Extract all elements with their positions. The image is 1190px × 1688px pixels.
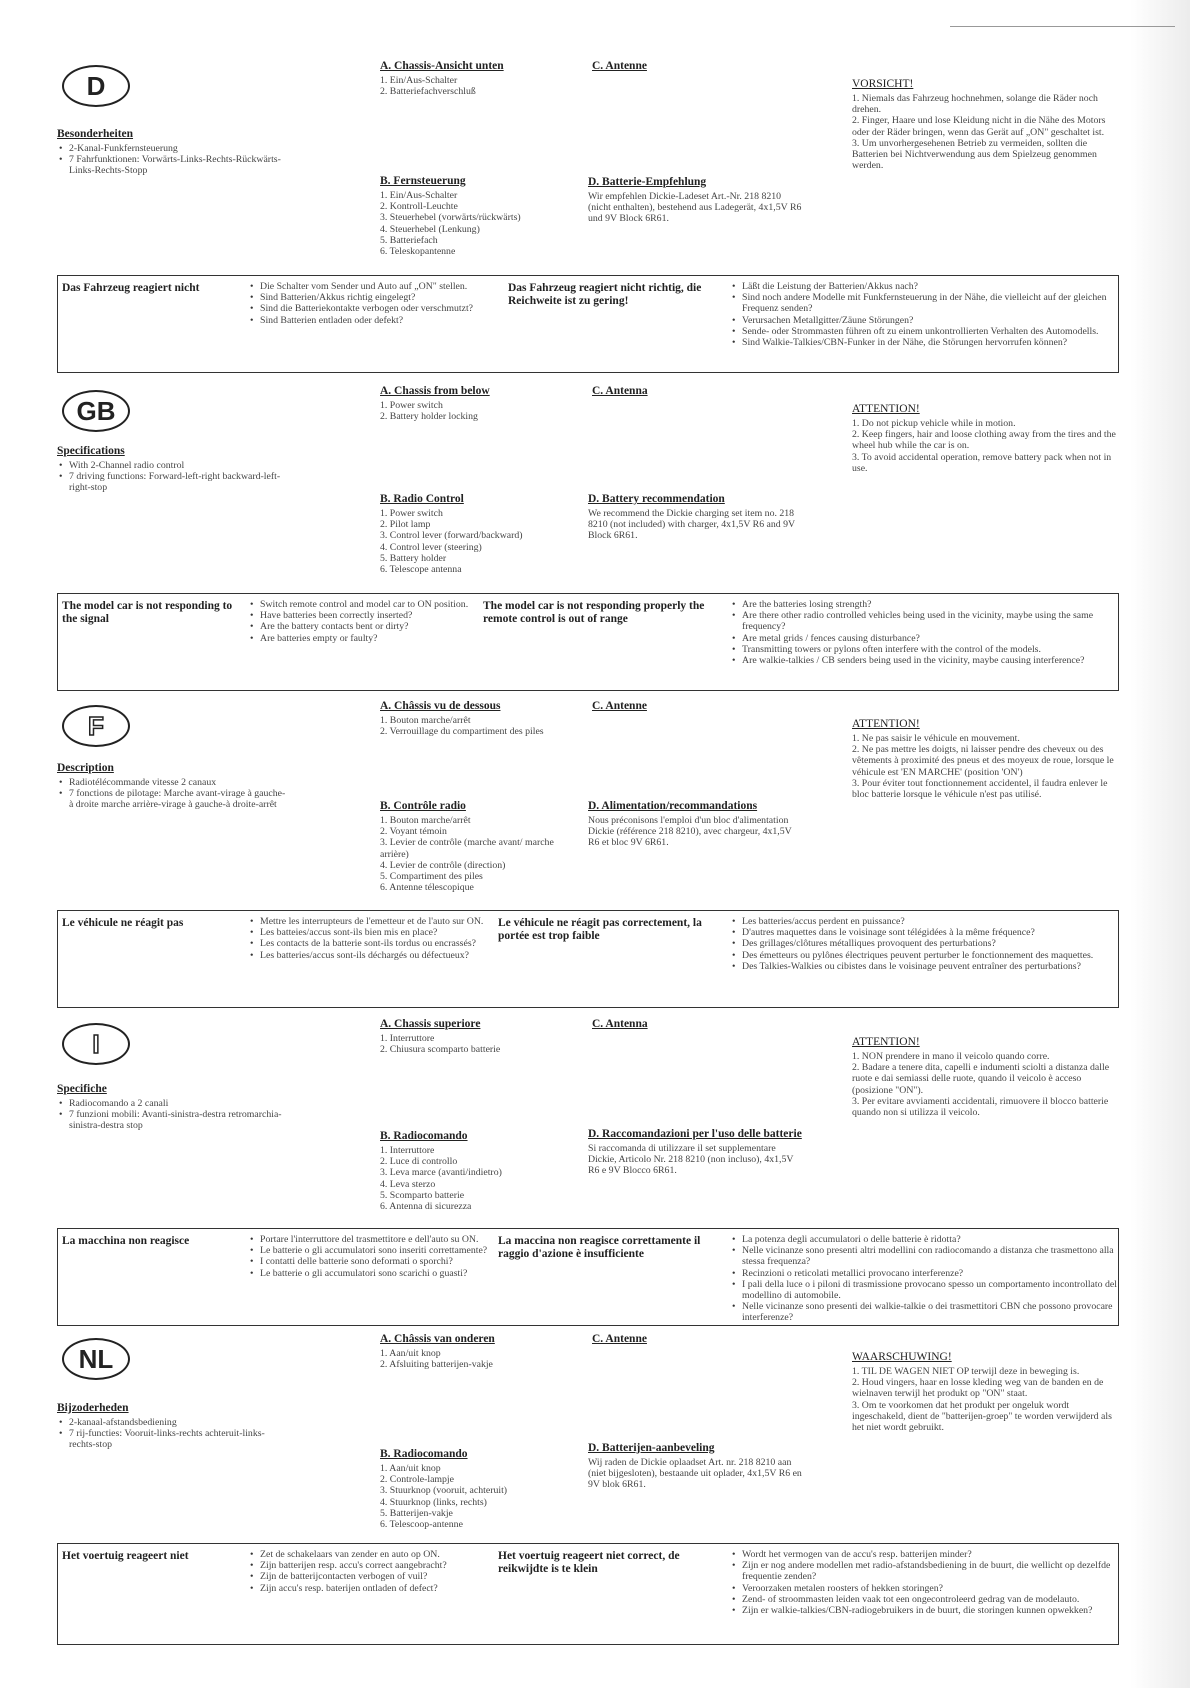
antenna-block	[592, 385, 742, 400]
list-item: • Sind noch andere Modelle mit Funkfernsteuerung in der Nähe, die vielleicht auf der gleichen Frequenz senden?	[742, 292, 1120, 314]
list-item: • Des grillages/clôtures métalliques provoquent des perturbations?	[742, 938, 1120, 949]
list-item: • Zijn accu's resp. baterijen ontladen of defect?	[260, 1583, 495, 1594]
warning-title: VORSICHT!	[852, 78, 914, 90]
language-code: GB	[76, 395, 116, 426]
list-item: 1. Power switch	[380, 508, 443, 519]
features-title: Specifiche	[57, 1083, 107, 1095]
list-item: 2. Afsluiting batterijen-vakje	[380, 1359, 493, 1371]
chassis-title: A. Chassis superiore	[380, 1018, 481, 1030]
list-item: • Radiocomando a 2 canali	[69, 1098, 287, 1109]
list-item: 1. Interruttore	[380, 1145, 435, 1156]
list-item: 2. Voyant témoin	[380, 826, 447, 838]
list-item: • Le batterie o gli accumulatori sono inseriti correttamente?	[260, 1245, 495, 1256]
list-item: 1. NON prendere in mano il veicolo quando corre.	[852, 1051, 1050, 1062]
list-item: • Sind Walkie-Talkies/CBN-Funker in der Nähe, die Störungen hervorrufen können?	[742, 337, 1120, 348]
battery-title: D. Raccomandazioni per l'uso delle batterie	[588, 1128, 802, 1140]
remote-title: B. Radiocomando	[380, 1130, 468, 1142]
antenna-title: C. Antenna	[592, 1018, 648, 1030]
list-item: • Nelle vicinanze sono presenti altri modellini con radiocomando a distanza che trasmettono alla stessa frequenza?	[742, 1245, 1120, 1267]
warning-list	[852, 418, 1122, 474]
list-item: • Les batteries/accus perdent en puissance?	[742, 916, 1120, 927]
chassis-list	[380, 1033, 580, 1055]
list-item: 2. Luce di controllo	[380, 1156, 458, 1168]
features-block	[57, 1402, 287, 1451]
list-item: • I contatti delle batterie sono deformati o sporchi?	[260, 1256, 495, 1267]
features-title: Besonderheiten	[57, 128, 134, 140]
trouble-answers-2	[730, 1234, 1120, 1324]
list-item: • Sind Batterien/Akkus richtig eingelegt?	[260, 292, 505, 303]
list-item: • 2-Kanal-Funkfernsteuerung	[69, 143, 287, 154]
features-list	[57, 777, 287, 811]
features-block	[57, 128, 287, 177]
list-item: 3. Per evitare avviamenti accidentali, rimuovere il blocco batterie quando non si utilizza il veicolo.	[852, 1095, 1109, 1119]
list-item: • Switch remote control and model car to ON position.	[260, 599, 480, 610]
trouble-question-2: The model car is not responding properly the remote control is out of range	[483, 600, 705, 625]
troubleshooting-box	[57, 1228, 1119, 1326]
list-item: 4. Leva sterzo	[380, 1178, 436, 1190]
list-item: • Are batteries empty or faulty?	[260, 633, 480, 644]
chassis-list	[380, 75, 580, 97]
warning-list	[852, 1051, 1122, 1118]
warning-title: ATTENTION!	[852, 1036, 920, 1048]
trouble-question-2: Das Fahrzeug reagiert nicht richtig, die Reichweite ist zu gering!	[508, 282, 702, 307]
features-list	[57, 460, 287, 494]
chassis-block	[380, 1018, 580, 1055]
trouble-question-1: La macchina non reagisce	[62, 1235, 190, 1247]
chassis-block	[380, 1333, 580, 1370]
list-item: 2. Batteriefachverschluß	[380, 86, 476, 98]
list-item: 6. Teleskopantenne	[380, 246, 456, 258]
battery-title: D. Battery recommendation	[588, 493, 725, 505]
list-item: 2. Keep fingers, hair and loose clothing away from the tires and the wheel hub while the car is on.	[852, 429, 1116, 452]
list-item: 2. Verrouillage du compartiment des piles	[380, 726, 544, 738]
warning-block	[852, 78, 1122, 171]
list-item: 4. Stuurknop (links, rechts)	[380, 1496, 487, 1508]
list-item: 3. Stuurknop (vooruit, achteruit)	[380, 1485, 508, 1497]
language-badge-i	[62, 1023, 130, 1065]
remote-block	[380, 493, 575, 575]
list-item: 2. Controle-lampje	[380, 1474, 455, 1486]
chassis-list	[380, 715, 580, 737]
remote-title: B. Radio Control	[380, 493, 464, 505]
list-item: • Are the battery contacts bent or dirty?	[260, 621, 480, 632]
features-list	[57, 143, 287, 177]
remote-list	[380, 190, 575, 257]
remote-list	[380, 815, 575, 893]
list-item: • Veroorzaken metalen roosters of hekken storingen?	[742, 1583, 1120, 1594]
list-item: • With 2-Channel radio control	[69, 460, 287, 471]
trouble-answers-1	[248, 1234, 495, 1279]
battery-title: D. Batterie-Empfehlung	[588, 176, 707, 188]
chassis-list	[380, 400, 580, 422]
language-code: F	[88, 710, 104, 741]
list-item: 1. Aan/uit knop	[380, 1348, 441, 1359]
chassis-list	[380, 1348, 580, 1370]
list-item: • 7 rij-functies: Vooruit-links-rechts achteruit-links-rechts-stop	[69, 1428, 287, 1450]
list-item: • I pali della luce o i piloni di trasmissione provocano spesso un comportamento incontrollato del modellino di automobile.	[742, 1279, 1120, 1301]
antenna-title: C. Antenne	[592, 1333, 647, 1345]
list-item: 1. Aan/uit knop	[380, 1463, 441, 1474]
trouble-answers-1	[248, 916, 495, 961]
list-item: 3. Steuerhebel (vorwärts/rückwärts)	[380, 212, 521, 224]
list-item: 5. Batterijen-vakje	[380, 1507, 453, 1519]
list-item: 3. Pour éviter tout fonctionnement accidentel, il faudra enlever le bloc batterie lorsque le véhicule n'est pas utilisé.	[852, 777, 1108, 801]
list-item: 2. Chiusura scomparto batterie	[380, 1044, 501, 1056]
remote-title: B. Fernsteuerung	[380, 175, 466, 187]
list-item: 6. Antenne télescopique	[380, 882, 474, 894]
battery-block	[588, 176, 803, 225]
chassis-block	[380, 385, 580, 422]
warning-list	[852, 93, 1122, 171]
battery-text: We recommend the Dickie charging set item no. 218 8210 (not included) with charger, 4x1,5V R6 and 9V Block 6R61.	[588, 508, 795, 542]
troubleshooting-box	[57, 910, 1119, 1008]
battery-block	[588, 493, 803, 542]
list-item: • 7 driving functions: Forward-left-right backward-left-right-stop	[69, 471, 287, 493]
remote-block	[380, 1448, 575, 1530]
remote-list	[380, 1145, 575, 1212]
list-item: 1. Ne pas saisir le véhicule en mouvement.	[852, 733, 1020, 744]
battery-text: Si raccomanda di utilizzare il set supplementare Dickie, Articolo Nr. 218 8210 (non incluso), 4x1,5V R6 e 9V Blocco 6R61.	[588, 1143, 794, 1177]
list-item: 2. Ne pas mettre les doigts, ni laisser pendre des cheveux ou des vêtements à proximité des pneus et des moyeux de roue, lorsque le véhicule est 'EN MARCHE' (position 'ON')	[852, 744, 1114, 778]
battery-block	[588, 1128, 803, 1177]
battery-text: Wij raden de Dickie oplaadset Art. nr. 218 8210 aan (niet bijgesloten), bestaande uit oplader, 4x1,5V R6 en 9V blok 6R61.	[588, 1457, 802, 1491]
warning-block	[852, 403, 1122, 474]
trouble-question-1: The model car is not responding to the signal	[62, 600, 233, 625]
remote-block	[380, 800, 575, 893]
list-item: 1. TIL DE WAGEN NIET OP terwijl deze in beweging is.	[852, 1366, 1080, 1377]
trouble-question-2: Le véhicule ne réagit pas correctement, la portée est trop faible	[498, 917, 702, 942]
list-item: • Transmitting towers or pylons often interfere with the control of the models.	[742, 644, 1120, 655]
list-item: 1. Bouton marche/arrêt	[380, 715, 471, 726]
remote-list	[380, 1463, 575, 1530]
features-title: Specifications	[57, 445, 125, 457]
list-item: • Zijn batterijen resp. accu's correct aangebracht?	[260, 1560, 495, 1571]
list-item: 4. Levier de contrôle (direction)	[380, 859, 506, 871]
chassis-block	[380, 60, 580, 97]
warning-list	[852, 733, 1122, 800]
list-item: • La potenza degli accumulatori o delle batterie è ridotta?	[742, 1234, 1120, 1245]
list-item: 4. Control lever (steering)	[380, 541, 482, 553]
trouble-question-1: Das Fahrzeug reagiert nicht	[62, 282, 200, 294]
list-item: • 7 fonctions de pilotage: Marche avant-virage à gauche-à droite marche arrière-virage à gauche-à droite-arrêt	[69, 788, 287, 810]
remote-block	[380, 1130, 575, 1212]
list-item: 2. Badare a tenere dita, capelli e indumenti sciolti a distanza dalle ruote e dai semiassi delle ruote, quando il veicolo è acceso (posizione "ON").	[852, 1062, 1110, 1096]
list-item: • Sind Batterien entladen oder defekt?	[260, 315, 505, 326]
list-item: 6. Telescope antenna	[380, 564, 462, 576]
troubleshooting-box	[57, 593, 1119, 691]
list-item: 3. Levier de contrôle (marche avant/ marche arrière)	[380, 837, 554, 860]
list-item: • Portare l'interruttore del trasmettitore e dell'auto su ON.	[260, 1234, 495, 1245]
battery-title: D. Alimentation/recommandations	[588, 800, 758, 812]
list-item: • Recinzioni o reticolati metallici provocano interferenze?	[742, 1268, 1120, 1279]
list-item: 1. Ein/Aus-Schalter	[380, 75, 458, 86]
warning-block	[852, 1036, 1122, 1118]
list-item: 1. Bouton marche/arrêt	[380, 815, 471, 826]
features-list	[57, 1417, 287, 1451]
trouble-answers-1	[248, 281, 505, 326]
chassis-title: A. Chassis from below	[380, 385, 490, 397]
trouble-question-1: Het voertuig reageert niet	[62, 1550, 189, 1562]
list-item: • Zet de schakelaars van zender en auto op ON.	[260, 1549, 495, 1560]
list-item: • Radiotélécommande vitesse 2 canaux	[69, 777, 287, 788]
trouble-answers-2	[730, 916, 1120, 972]
antenna-title: C. Antenne	[592, 60, 647, 72]
list-item: • Sende- oder Strommasten führen oft zu einem unkontrollierten Verhalten des Automodells.	[742, 326, 1120, 337]
battery-title: D. Batterijen-aanbeveling	[588, 1442, 715, 1454]
troubleshooting-box	[57, 1543, 1119, 1645]
trouble-answers-2	[730, 599, 1120, 666]
features-list	[57, 1098, 287, 1132]
list-item: 1. Power switch	[380, 400, 443, 411]
language-badge-f	[62, 705, 130, 747]
list-item: 1. Interruttore	[380, 1033, 435, 1044]
antenna-block	[592, 700, 742, 715]
battery-text: Wir empfehlen Dickie-Ladeset Art.-Nr. 218 8210 (nicht enthalten), bestehend aus Ladegerät, 4x1,5V R6 und 9V Block 6R61.	[588, 191, 802, 225]
list-item: 3. Leva marce (avanti/indietro)	[380, 1167, 502, 1179]
list-item: • Wordt het vermogen van de accu's resp. batterijen minder?	[742, 1549, 1120, 1560]
list-item: • Have batteries been correctly inserted?	[260, 610, 480, 621]
trouble-answers-1	[248, 599, 480, 644]
list-item: • Die Schalter vom Sender und Auto auf „ON" stellen.	[260, 281, 505, 292]
language-badge-gb	[62, 390, 130, 432]
list-item: 1. Niemals das Fahrzeug hochnehmen, solange die Räder noch drehen.	[852, 93, 1098, 116]
warning-title: ATTENTION!	[852, 718, 920, 730]
trouble-answers-2	[730, 281, 1120, 348]
troubleshooting-box	[57, 275, 1119, 373]
list-item: • 7 Fahrfunktionen: Vorwärts-Links-Rechts-Rückwärts-Links-Rechts-Stopp	[69, 154, 287, 176]
list-item: • 7 funzioni mobili: Avanti-sinistra-destra retromarchia-sinistra-destra stop	[69, 1109, 287, 1131]
list-item: • Läßt die Leistung der Batterien/Akkus nach?	[742, 281, 1120, 292]
list-item: 5. Batteriefach	[380, 234, 438, 246]
battery-text: Nous préconisons l'emploi d'un bloc d'alimentation Dickie (référence 218 8210), avec chargeur, 4x1,5V R6 et bloc 9V 6R61.	[588, 815, 792, 849]
list-item: • Le batterie o gli accumulatori sono scarichi o guasti?	[260, 1268, 495, 1279]
warning-list	[852, 1366, 1122, 1433]
list-item: • Les batteies/accus sont-ils bien mis en place?	[260, 927, 495, 938]
list-item: • Are the batteries losing strength?	[742, 599, 1120, 610]
list-item: • Mettre les interrupteurs de l'emetteur et de l'auto sur ON.	[260, 916, 495, 927]
list-item: • Les batteries/accus sont-ils déchargés ou défectueux?	[260, 950, 495, 961]
list-item: 6. Telescoop-antenne	[380, 1519, 463, 1531]
list-item: • Zijn er walkie-talkies/CBN-radiogebruikers in de buurt, die storingen kunnen opwekken?	[742, 1605, 1120, 1616]
list-item: 3. Um unvorhergesehenen Betrieb zu vermeiden, sollten die Batterien bei Nichtverwendung aus dem Spielzeug genommen werden.	[852, 137, 1097, 172]
list-item: • 2-kanaal-afstandsbediening	[69, 1417, 287, 1428]
list-item: • Are walkie-talkies / CB senders being used in the vicinity, maybe causing interference?	[742, 655, 1120, 666]
list-item: • Zijn er nog andere modellen met radio-afstandsbediening in de buurt, die wellicht op dezelfde frequentie zenden?	[742, 1560, 1120, 1582]
list-item: 3. Om te voorkomen dat het produkt per ongeluk wordt ingeschakeld, dient de "batterijen-groep" te worden verwijderd als het niet wordt gebruikt.	[852, 1399, 1112, 1434]
list-item: 6. Antenna di sicurezza	[380, 1201, 472, 1213]
remote-title: B. Contrôle radio	[380, 800, 466, 812]
list-item: 5. Battery holder	[380, 552, 447, 564]
antenna-title: C. Antenna	[592, 385, 648, 397]
list-item: 5. Scomparto batterie	[380, 1189, 465, 1201]
trouble-question-1: Le véhicule ne réagit pas	[62, 917, 184, 929]
language-badge-nl	[62, 1338, 130, 1380]
features-block	[57, 445, 287, 494]
features-block	[57, 1083, 287, 1132]
antenna-block	[592, 60, 742, 75]
features-title: Bijzoderheden	[57, 1402, 129, 1414]
remote-title: B. Radiocomando	[380, 1448, 468, 1460]
battery-block	[588, 800, 803, 849]
list-item: • Are metal grids / fences causing disturbance?	[742, 633, 1120, 644]
language-code: D	[86, 70, 106, 101]
list-item: 2. Finger, Haare und lose Kleidung nicht in die Nähe des Motors oder der Räder bringen, wenn das Gerät auf „ON" geschaltet ist.	[852, 115, 1106, 138]
list-item: • Sind die Batteriekontakte verbogen oder verschmutzt?	[260, 303, 505, 314]
remote-block	[380, 175, 575, 257]
list-item: 1. Ein/Aus-Schalter	[380, 190, 458, 201]
features-title: Description	[57, 762, 114, 774]
chassis-title: A. Châssis van onderen	[380, 1333, 495, 1345]
list-item: • Des émetteurs ou pylônes électriques peuvent perturber le fonctionnement des maquettes.	[742, 950, 1120, 961]
list-item: 4. Steuerhebel (Lenkung)	[380, 223, 480, 235]
list-item: 2. Battery holder locking	[380, 411, 478, 423]
chassis-title: A. Châssis vu de dessous	[380, 700, 501, 712]
list-item: • D'autres maquettes dans le voisinage sont télégidées à la même fréquence?	[742, 927, 1120, 938]
list-item: 3. Control lever (forward/backward)	[380, 530, 523, 542]
remote-list	[380, 508, 575, 575]
battery-block	[588, 1442, 803, 1491]
warning-title: WAARSCHUWING!	[852, 1351, 952, 1363]
language-code: NL	[78, 1343, 114, 1374]
features-block	[57, 762, 287, 811]
language-code: I	[92, 1028, 100, 1059]
list-item: • Zijn de batterijcontacten verbogen of vuil?	[260, 1571, 495, 1582]
list-item: 3. To avoid accidental operation, remove battery pack when not in use.	[852, 451, 1112, 474]
list-item: • Les contacts de la batterie sont-ils tordus ou encrassés?	[260, 938, 495, 949]
antenna-block	[592, 1333, 742, 1348]
trouble-answers-2	[730, 1549, 1120, 1616]
warning-block	[852, 718, 1122, 800]
trouble-question-2: La maccina non reagisce correttamente il raggio d'azione è insufficiente	[498, 1235, 701, 1260]
antenna-title: C. Antenne	[592, 700, 647, 712]
language-badge-d	[62, 65, 130, 107]
list-item: 5. Compartiment des piles	[380, 871, 483, 883]
list-item: • Des Talkies-Walkies ou cibistes dans le voisinage peuvent entraîner des perturbations?	[742, 961, 1120, 972]
list-item: • Verursachen Metallgitter/Zäune Störungen?	[742, 315, 1120, 326]
chassis-title: A. Chassis-Ansicht unten	[380, 60, 504, 72]
list-item: 2. Pilot lamp	[380, 519, 431, 531]
antenna-block	[592, 1018, 742, 1033]
warning-block	[852, 1351, 1122, 1433]
list-item: • Are there other radio controlled vehicles being used in the vicinity, maybe using the same frequency?	[742, 610, 1120, 632]
list-item: 2. Houd vingers, haar en losse kleding weg van de banden en de wielnaven terwijl het produkt op "ON" staat.	[852, 1377, 1104, 1400]
list-item: 1. Do not pickup vehicle while in motion.	[852, 418, 1016, 429]
list-item: • Zend- of stroommasten leiden vaak tot een ongecontroleerd gedrag van de modelauto.	[742, 1594, 1120, 1605]
trouble-question-2: Het voertuig reageert niet correct, de reikwijdte is te klein	[498, 1550, 680, 1575]
top-rule	[950, 26, 1175, 27]
list-item: 2. Kontroll-Leuchte	[380, 201, 458, 213]
page-edge-shadow	[1130, 0, 1190, 1688]
warning-title: ATTENTION!	[852, 403, 920, 415]
trouble-answers-1	[248, 1549, 495, 1594]
list-item: • Nelle vicinanze sono presenti dei walkie-talkie o dei trasmettitori CBN che possono provocare interferenze?	[742, 1301, 1120, 1323]
chassis-block	[380, 700, 580, 737]
